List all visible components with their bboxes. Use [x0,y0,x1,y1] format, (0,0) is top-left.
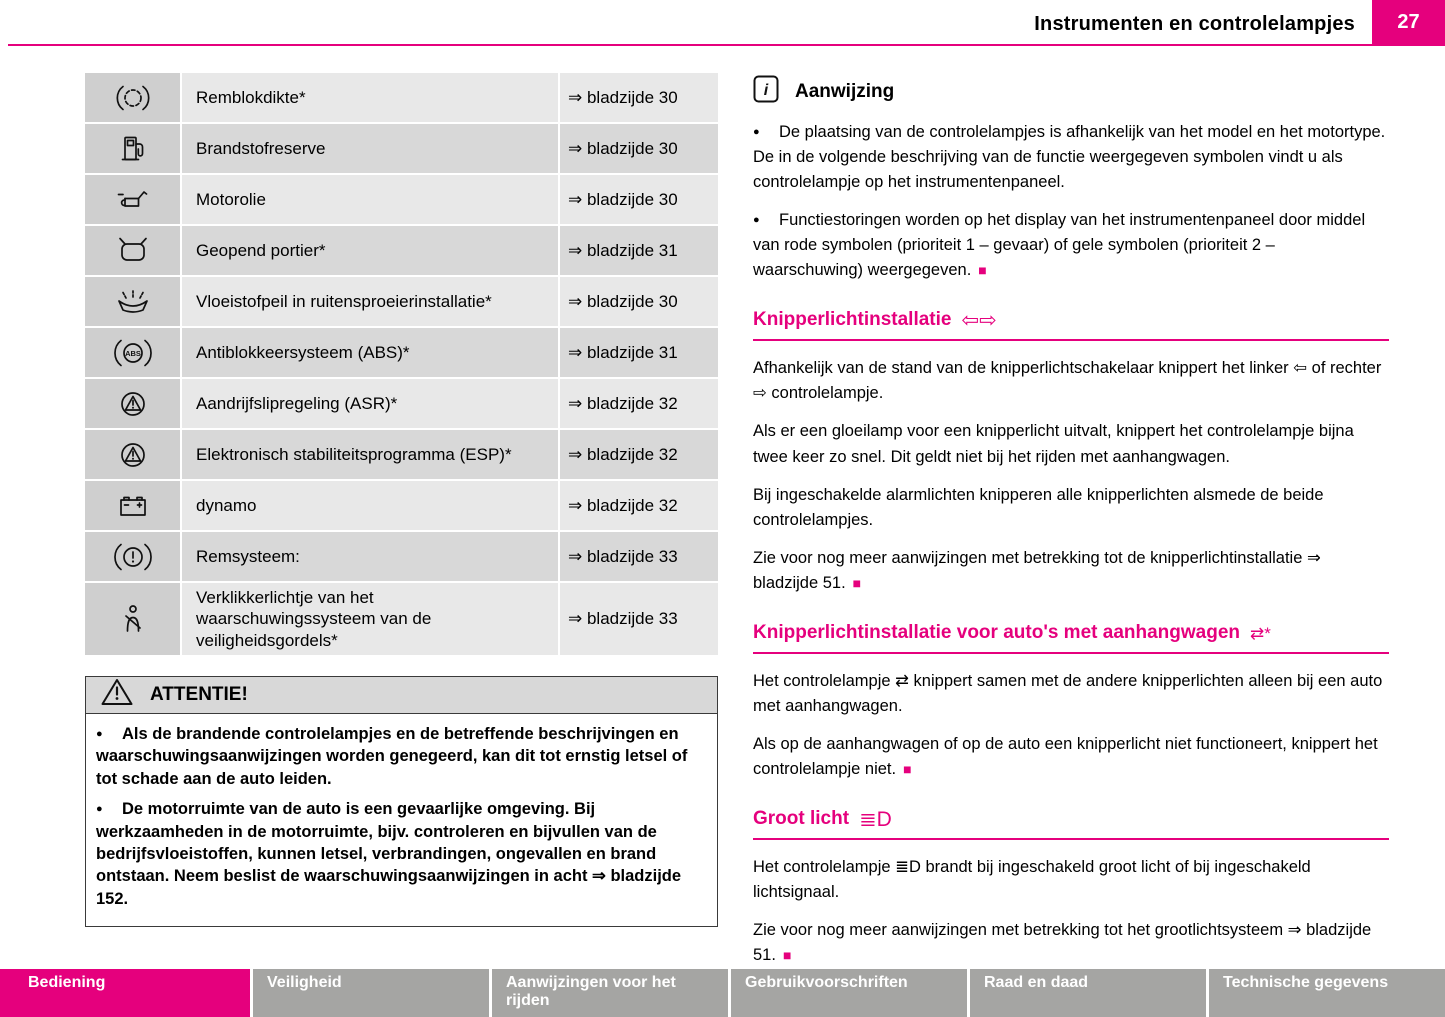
bullet-icon: ● [96,803,103,816]
warning-light-row [85,124,718,173]
attention-body [86,714,717,927]
warning-light-label: Geopend portier* [182,226,558,275]
section-title-text: Knipperlichtinstallatie [753,309,952,331]
page-reference[interactable]: ⇒ bladzijde 30 [560,73,718,122]
section-title [753,309,1389,332]
info-icon [753,75,779,108]
paragraph: Afhankelijk van de stand van de knipperlichtschakelaar knippert het linker ⇦ of rechter ⇨ controlelampje. [753,359,1382,403]
page-reference[interactable]: ⇒ bladzijde 32 [560,481,718,530]
warning-light-label: Vloeistofpeil in ruitensproeierinstallatie* [182,277,558,326]
footer-tab-bediening[interactable]: Bediening [0,969,250,1017]
warning-light-label: Verklikkerlichtje van het waarschuwingssysteem van de veiligheidsgordels* [182,583,558,655]
attention-item: ● Als de brandende controlelampjes en de betreffende beschrijvingen en waarschuwingsaanwijzingen worden genegeerd, kan dit tot ernstig letsel of tot schade aan de auto leiden. [96,724,688,788]
svg-text:ABS: ABS [124,348,141,358]
attention-title: ATTENTIE! [150,683,248,705]
attention-item: ● De motorruimte van de auto is een gevaarlijke omgeving. Bij werkzaamheden in de motorruimte, bijv. controleren en bijvullen van de bedrijfsvloeistoffen, kunnen letsel, verbrandingen, ongevallen en brand ontstaan. Neem beslist de waarschuwingsaanwijzingen in acht ⇒ bladzijde 152. [96,800,682,908]
paragraph: Het controlelampje ⇄ knippert samen met de andere knipperlichten alleen bij een auto met aanhangwagen. [753,671,1383,715]
page-reference[interactable]: ⇒ bladzijde 33 [560,532,718,581]
warning-light-row [85,583,718,655]
paragraph: Als er een gloeilamp voor een knipperlicht uitvalt, knippert het controlelampje bijna twee keer zo snel. Dit geldt niet bij het rijden met aanhangwagen. [753,422,1354,466]
fuel-reserve-icon [85,124,180,173]
note-item: ● Functiestoringen worden op het display van het instrumentenpaneel door middel van rode symbolen (prioriteit 1 – gevaar) of gele symbolen (prioriteit 2 – waarschuwing) weergegeven. ■ [753,211,1366,280]
washer-fluid-icon [85,277,180,326]
trailer-turn-signal-icon: ⇄* [1250,623,1271,643]
warning-light-row [85,481,718,530]
header-rule [8,44,1445,46]
asr-icon [85,379,180,428]
warning-light-row [85,73,718,122]
section-end-marker: ■ [782,947,792,964]
page-reference[interactable]: ⇒ bladzijde 30 [560,175,718,224]
open-door-icon [85,226,180,275]
page-number-badge: 27 [1372,0,1445,44]
section-rule [753,652,1389,654]
warning-triangle-icon [100,677,134,712]
seatbelt-warning-icon [85,583,180,655]
attention-box-header [86,677,717,714]
brake-pad-wear-icon [85,73,180,122]
section-groot-licht [753,808,1389,968]
bullet-icon: ● [753,214,760,227]
warning-light-label: Remblokdikte* [182,73,558,122]
warning-light-row [85,226,718,275]
right-column [753,73,1389,981]
page-reference[interactable]: ⇒ bladzijde 33 [560,583,718,655]
abs-icon [85,328,180,377]
engine-oil-icon [85,175,180,224]
page-reference[interactable]: ⇒ bladzijde 32 [560,430,718,479]
note-section [753,75,1389,283]
section-end-marker: ■ [903,760,912,777]
note-item: ● De plaatsing van de controlelampjes is afhankelijk van het model en het motortype. De in de volgende beschrijving van de functie weergegeven symbolen vindt u als controlelampje op het instrumentenpaneel. [753,123,1386,192]
warning-light-label: Antiblokkeersysteem (ABS)* [182,328,558,377]
warning-light-row [85,532,718,581]
section-end-marker: ■ [852,574,862,591]
page-reference[interactable]: ⇒ bladzijde 31 [560,328,718,377]
section-rule [753,838,1389,840]
warning-light-row [85,277,718,326]
paragraph: Bij ingeschakelde alarmlichten knipperen alle knipperlichten alsmede de beide controlelampjes. [753,485,1324,529]
page-reference[interactable]: ⇒ bladzijde 30 [560,124,718,173]
warning-light-label: dynamo [182,481,558,530]
page-reference[interactable]: ⇒ bladzijde 32 [560,379,718,428]
bullet-icon: ● [753,126,760,138]
footer-tab-gebruikvoorschriften[interactable]: Gebruikvoorschriften [731,969,967,1017]
section-knipperlicht-aanhangwagen [753,622,1389,782]
warning-light-label: Aandrijfslipregeling (ASR)* [182,379,558,428]
page-header-title: Instrumenten en controlelampjes [1034,13,1355,35]
warning-light-label: Motorolie [182,175,558,224]
warning-lights-table [85,73,718,655]
paragraph: Zie voor nog meer aanwijzingen met betrekking tot de knipperlichtinstallatie ⇒ bladzijde 51. ■ [753,548,1321,592]
warning-light-label: Brandstofreserve [182,124,558,173]
page-reference[interactable]: ⇒ bladzijde 30 [560,277,718,326]
footer-tab-technische-gegevens[interactable]: Technische gegevens [1209,969,1445,1017]
section-title-text: Groot licht [753,808,850,829]
warning-light-row [85,430,718,479]
warning-light-row [85,328,718,377]
warning-light-row [85,379,718,428]
footer-tab-veiligheid[interactable]: Veiligheid [253,969,489,1017]
section-knipperlichtinstallatie [753,309,1389,595]
section-title-text: Knipperlichtinstallatie voor auto's met aanhangwagen [753,621,1240,643]
footer-tab-bar [0,969,1445,1017]
section-end-marker: ■ [978,262,987,279]
attention-box [85,676,718,928]
esp-icon [85,430,180,479]
warning-light-row [85,175,718,224]
turn-signal-icons: ⇦⇨ [961,309,997,333]
section-title [753,808,1389,831]
high-beam-icon: ≣D [859,807,892,831]
brake-system-icon [85,532,180,581]
footer-tab-raad-en-daad[interactable]: Raad en daad [970,969,1206,1017]
paragraph: Het controlelampje ≣D brandt bij ingeschakeld groot licht of bij ingeschakeld lichtsignaal. [753,857,1311,901]
battery-icon [85,481,180,530]
footer-tab-aanwijzingen-voor-het-rijden[interactable]: Aanwijzingen voor het rijden [492,969,728,1017]
note-title: Aanwijzing [795,80,895,102]
warning-light-label: Elektronisch stabiliteitsprogramma (ESP)* [182,430,558,479]
note-header [753,75,1389,108]
page-reference[interactable]: ⇒ bladzijde 31 [560,226,718,275]
paragraph: Als op de aanhangwagen of op de auto een knipperlicht niet functioneert, knippert het controlelampje niet. ■ [753,734,1378,778]
left-column [85,73,718,927]
section-rule [753,339,1389,341]
section-title [753,622,1389,645]
paragraph: Zie voor nog meer aanwijzingen met betrekking tot het grootlichtsysteem ⇒ bladzijde 51. ■ [753,920,1372,965]
warning-light-label: Remsysteem: [182,532,558,581]
svg-text:i: i [763,82,769,99]
bullet-icon: ● [96,727,103,740]
